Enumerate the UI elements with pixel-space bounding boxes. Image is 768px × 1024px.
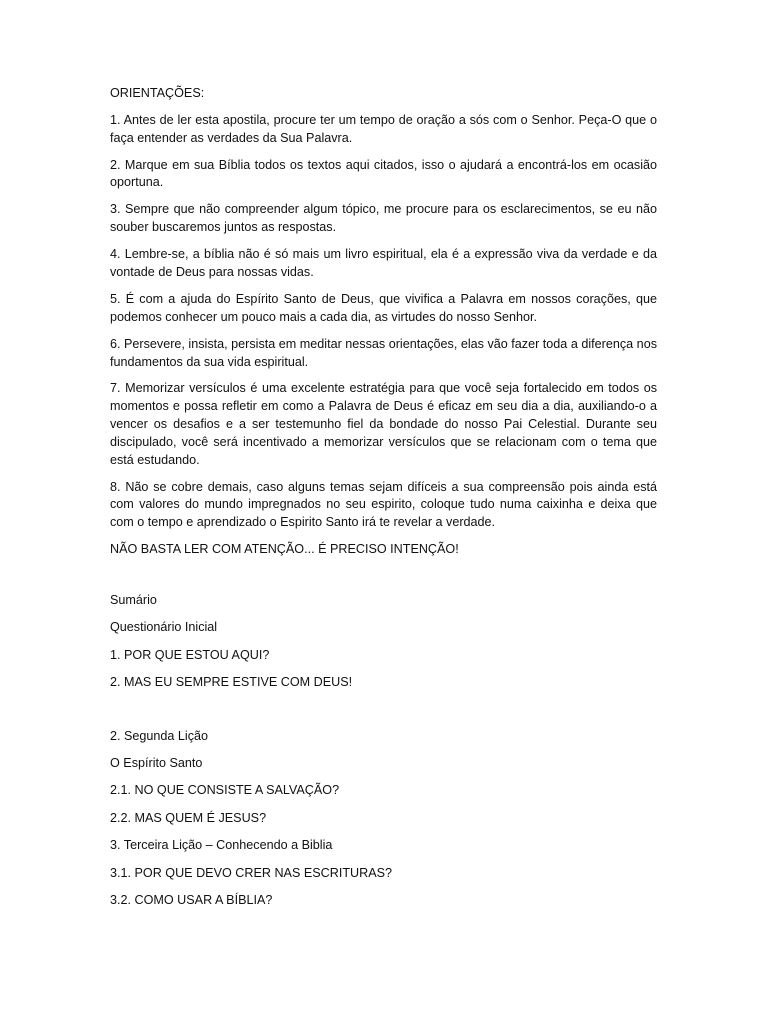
- toc-entry: 3.1. POR QUE DEVO CRER NAS ESCRITURAS?: [110, 865, 393, 880]
- orientacao-item-4: 4. Lembre-se, a bíblia não é só mais um livro espiritual, ela é a expressão viva da verdade e da vontade de Deus para nossas vidas.: [110, 247, 657, 279]
- toc-entry: 1. POR QUE ESTOU AQUI?: [110, 647, 270, 662]
- toc-entry: 3. Terceira Lição – Conhecendo a Biblia: [110, 838, 333, 853]
- orientacoes-heading: ORIENTAÇÕES:: [110, 86, 205, 100]
- closing-statement: NÃO BASTA LER COM ATENÇÃO... É PRECISO INTENÇÃO!: [110, 542, 459, 557]
- toc-title: Sumário: [110, 593, 157, 608]
- toc-entry: 2.1. NO QUE CONSISTE A SALVAÇÃO?: [110, 783, 340, 798]
- toc-entry: 2.2. MAS QUEM É JESUS?: [110, 810, 267, 825]
- toc-entry: Questionário Inicial: [110, 620, 218, 635]
- toc-entry: 2. MAS EU SEMPRE ESTIVE COM DEUS!: [110, 675, 353, 690]
- document-body: [110, 85, 657, 919]
- toc-entry: 3.2. COMO USAR A BÍBLIA?: [110, 892, 273, 907]
- orientacao-item-3: 3. Sempre que não compreender algum tópico, me procure para os esclarecimentos, se eu não souber buscaremos juntos as respostas.: [110, 202, 657, 235]
- orientacao-item-1: 1. Antes de ler esta apostila, procure ter um tempo de oração a sós com o Senhor. Peça-O que o faça entender as verdades da Sua Palavra.: [110, 112, 657, 145]
- orientacao-item-7: 7. Memorizar versículos é uma excelente estratégia para que você seja fortalecido em todos os momentos e possa refletir em como a Palavra de Deus é eficaz em seu dia a dia, auxiliando-o a vencer os desafios e a ser testemunho fiel da bondade do nosso Pai Celestial. Durante seu discipulado, você será incentivado a memorizar versículos que se relacionam com o tema que está estudando.: [110, 381, 657, 467]
- table-of-contents: [110, 592, 657, 910]
- toc-spacer: [110, 702, 657, 728]
- orientacao-item-8: 8. Não se cobre demais, caso alguns temas sejam difíceis a sua compreensão pois ainda está com valores do mundo impregnados no seu espirito, coloque tudo numa caixinha e deixa que com o tempo e aprendizado o Espirito Santo irá te revelar a verdade.: [110, 479, 657, 530]
- toc-entry: O Espírito Santo: [110, 755, 203, 770]
- toc-entry: 2. Segunda Lição: [110, 728, 209, 743]
- orientacao-item-6: 6. Persevere, insista, persista em meditar nessas orientações, elas vão fazer toda a diferença nos fundamentos da sua vida espiritual.: [110, 336, 657, 369]
- orientacao-item-5: 5. É com a ajuda do Espírito Santo de Deus, que vivifica a Palavra em nossos corações, que podemos conhecer um pouco mais a cada dia, as virtudes do nosso Senhor.: [110, 291, 657, 324]
- orientacao-item-2: 2. Marque em sua Bíblia todos os textos aqui citados, isso o ajudará a encontrá-los em ocasião oportuna.: [110, 157, 657, 190]
